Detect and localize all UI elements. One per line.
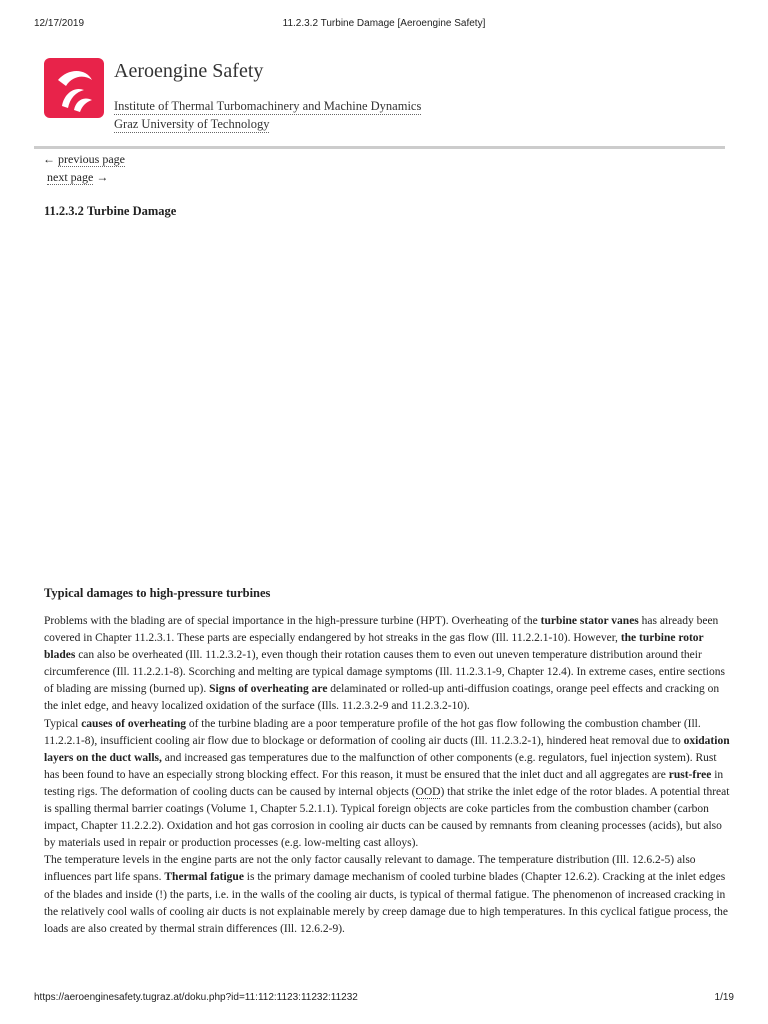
next-page-label: next page [47,170,94,184]
arrow-left-icon: ← [43,152,55,166]
paragraph-3: The temperature levels in the engine parts are not the only factor causally relevant to damage. The temperature distribution (Ill. 12.6.2-5) also influences part life spans. Thermal fatigue is the primary damage mechanism of cooled turbine blades (Chapter 12.6.2). Cracking at the inlet edges of the blades and inside (!) the parts, i.e. in the walls of the cooling air ducts, is typical of thermal fatigue. The phenomenon of increased cracking in the relatively cool walls of cooling air ducts is not explainable merely by creep damage due to high temperatures. In this cyclical fatigue process, the loads are also created by thermal strain differences (Ill. 12.6.2-9). [44,854,729,935]
print-date: 12/17/2019 [34,18,85,29]
university-link[interactable]: Graz University of Technology [114,117,270,131]
print-page-title: 11.2.3.2 Turbine Damage [Aeroengine Safety] [282,18,486,29]
print-url: https://aeroenginesafety.tugraz.at/doku.php?id=11:112:1123:11232:11232 [34,992,358,1003]
article-body [44,613,734,938]
section-heading: Typical damages to high-pressure turbines [44,586,271,600]
blade-logo-icon [44,58,104,118]
institute-link[interactable]: Institute of Thermal Turbomachinery and Machine Dynamics [114,99,422,113]
print-header [0,18,768,32]
previous-page-label: previous page [58,152,125,166]
arrow-right-icon: → [96,170,109,184]
next-page-link[interactable] [47,170,108,184]
ood-abbreviation: OOD [415,785,441,798]
previous-page-link[interactable] [43,152,125,166]
paragraph-1: Problems with the blading are of special importance in the high-pressure turbine (HPT). Overheating of the turbine stator vanes has already been covered in Chapter 11.2.3.1. These parts are especially endangered by hot streaks in the gas flow (Ill. 11.2.2.1-10). However, the turbine rotor blades can also be overheated (Ill. 11.2.3.2-1), even though their rotation causes them to even out uneven temperature distribution around their circumference (Ill. 11.2.2.1-8). Scorching and melting are typical damage symptoms (Ill. 11.2.3.1-9, Chapter 12.4). In extreme cases, entire sections of blading are missing (burned up). Signs of overheating are delaminated or rolled-up anti-diffusion coatings, orange peel effects and cracking on the inlet edge, and heavy localized oxidation of the surface (Ills. 11.2.3.2-9 and 11.2.3.2-10). [44,615,725,713]
print-footer [0,992,768,1006]
site-title[interactable]: Aeroengine Safety [114,60,264,82]
header-divider [34,146,725,149]
paragraph-2: Typical causes of overheating of the turbine blading are a poor temperature profile of the hot gas flow following the combustion chamber (Ill. 11.2.2.1-8), insufficient cooling air flow due to blockage or deformation of cooling air ducts (Ill. 11.2.3.2-1), hindered heat removal due to oxidation layers on the duct walls, and increased gas temperatures due to the malfunction of other components (e.g. regulators, fuel injection system). Rust has been found to have an especially strong blocking effect. For this reason, it must be ensured that the inlet duct and all aggregates are rust-free in testing rigs. The deformation of cooling ducts can be caused by internal objects (OOD) that strike the inlet edge of the rotor blades. A potential threat is spalling thermal barrier coatings (Volume 1, Chapter 5.2.1.1). Typical foreign objects are coke particles from the combustion chamber (carbon impact, Chapter 11.2.2.2). Oxidation and hot gas corrosion in cooling air ducts can be caused by remnants from cleaning processes (acids), but also by materials used in repair or production processes (e.g. low-melting cast alloys). [44,717,730,850]
print-page-number: 1/19 [714,992,734,1003]
page-heading: 11.2.3.2 Turbine Damage [44,204,177,218]
site-logo-icon[interactable] [44,58,104,118]
